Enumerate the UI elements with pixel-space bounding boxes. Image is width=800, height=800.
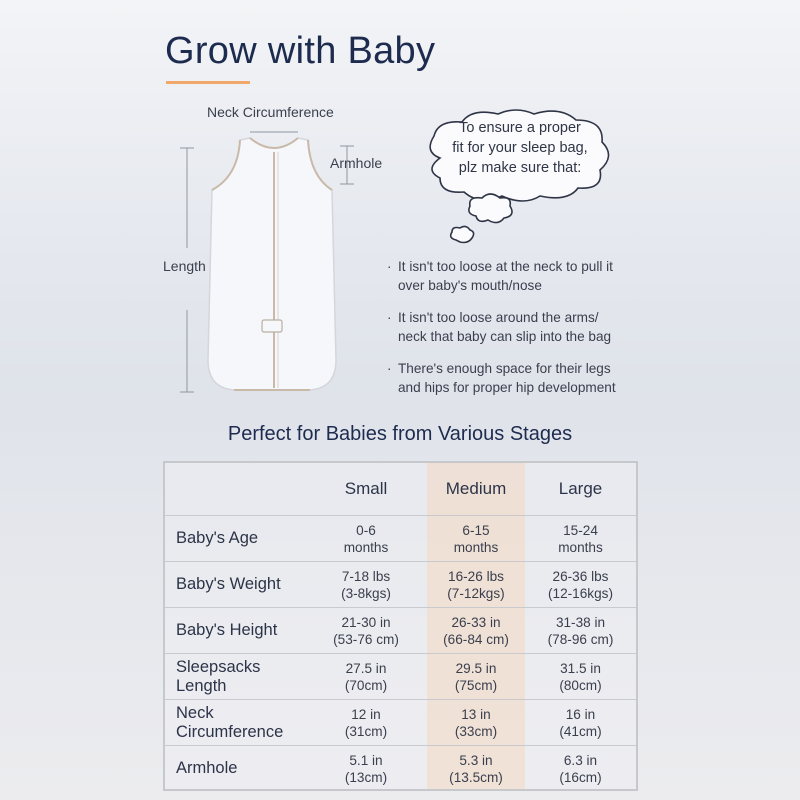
zipper-tab — [262, 320, 282, 332]
column-header-medium: Medium — [445, 479, 507, 498]
column-header-large: Large — [558, 479, 603, 498]
table-cell: 21-30 in (53-76 cm) — [333, 614, 399, 647]
table-row — [165, 746, 636, 792]
row-label: Neck Circumference — [176, 703, 284, 741]
table-cell: 12 in (31cm) — [344, 706, 388, 739]
table-cell: 6.3 in (16cm) — [559, 752, 602, 785]
table-cell: 7-18 lbs (3-8kgs) — [341, 568, 391, 601]
row-label: Baby's Age — [176, 529, 259, 547]
length-label: Length — [163, 258, 206, 274]
neck-circumference-label: Neck Circumference — [207, 104, 334, 120]
table-row — [165, 608, 636, 654]
row-label: Baby's Height — [176, 621, 278, 639]
armhole-label: Armhole — [330, 155, 383, 171]
table-cell: 27.5 in (70cm) — [344, 660, 388, 693]
list-item: · There's enough space for their legs and hips for proper hip development — [388, 359, 658, 397]
table-cell: 5.3 in (13.5cm) — [449, 752, 503, 785]
thought-line: fit for your sleep bag, — [452, 140, 588, 156]
table-cell: 0-6 months — [343, 522, 389, 555]
table-cell: 13 in (33cm) — [454, 706, 498, 739]
thought-line: To ensure a proper — [459, 120, 581, 136]
table-cell: 29.5 in (75cm) — [454, 660, 498, 693]
table-row — [165, 562, 636, 608]
table-cell: 26-33 in (66-84 cm) — [443, 614, 509, 647]
list-item: · It isn't too loose around the arms/ neck that baby can slip into the bag — [388, 308, 658, 346]
table-row — [165, 654, 636, 700]
list-item: · It isn't too loose at the neck to pull it over baby's mouth/nose — [388, 257, 658, 295]
table-row — [165, 700, 636, 746]
fit-tips-list — [388, 257, 658, 410]
title-underline — [166, 81, 250, 84]
size-table-title: Perfect for Babies from Various Stages — [227, 423, 573, 445]
table-cell: 31.5 in (80cm) — [559, 660, 602, 693]
page-title: Grow with Baby — [165, 30, 436, 72]
size-chart-table — [163, 461, 638, 791]
table-cell: 31-38 in (78-96 cm) — [547, 614, 614, 647]
table-cell: 5.1 in (13cm) — [344, 752, 388, 785]
table-cell: 15-24 months — [558, 522, 603, 555]
table-cell: 6-15 months — [453, 522, 499, 555]
row-label: Baby's Weight — [176, 575, 281, 593]
row-label: Armhole — [176, 759, 238, 777]
thought-bubble-text — [430, 118, 610, 178]
row-label: Sleepsacks Length — [176, 657, 261, 695]
table-cell: 16 in (41cm) — [559, 706, 602, 739]
thought-line: plz make sure that: — [458, 160, 582, 176]
table-row — [165, 516, 636, 562]
column-header-small: Small — [344, 479, 388, 498]
table-cell: 26-36 lbs (12-16kgs) — [548, 568, 613, 601]
table-cell: 16-26 lbs (7-12kgs) — [447, 568, 505, 601]
table-header-row — [165, 463, 636, 516]
